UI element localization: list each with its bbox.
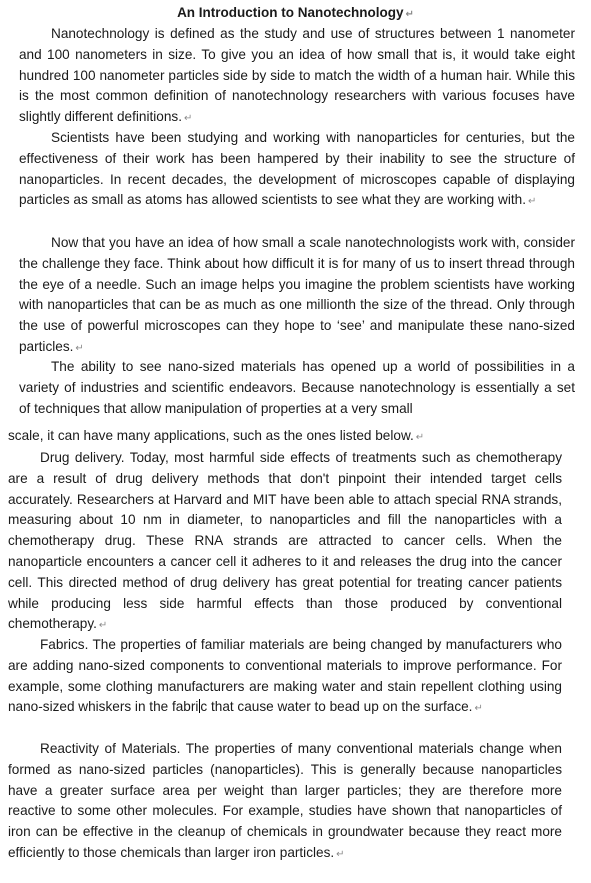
- paragraph-possibilities[interactable]: [19, 357, 575, 419]
- paragraph-text: Nanotechnology is defined as the study and use of structures between 1 nanometer and 100 nanometers in size. To give you an idea of how small that is, it would take eight hundred 100 nanometer particles side by side to match the width of a human hair. While this is the most common definition of nanotechnology researchers with various focuses have slightly different definitions.: [19, 26, 575, 125]
- paragraph-possibilities-continued[interactable]: [8, 426, 562, 449]
- paragraph-mark-icon: ↵: [336, 848, 345, 860]
- paragraph-mark-icon: ↵: [415, 432, 425, 443]
- paragraph-mark-icon: ↵: [183, 113, 193, 125]
- paragraph-fabrics[interactable]: [8, 635, 562, 720]
- paragraph-history[interactable]: [19, 128, 575, 213]
- paragraph-mark-icon: ↵: [75, 342, 84, 354]
- paragraph-text-continued: c that cause water to bead up on the surface.: [200, 699, 473, 715]
- paragraph-reactivity[interactable]: [8, 739, 562, 866]
- paragraph-definition[interactable]: [19, 24, 575, 130]
- document-title: [0, 4, 591, 24]
- paragraph-text: Reactivity of Materials. The properties of many conventional materials change when formed as nano-sized particles (nanoparticles). This is generally because nanoparticles have a greater surface area per weight than larger particles; they are therefore more reactive to some other molecules. For example, studies have shown that nanoparticles of iron can be effective in the cleanup of chemicals in groundwater because they react more efficiently to those chemicals than larger iron particles.: [8, 741, 562, 860]
- paragraph-drug-delivery[interactable]: [8, 448, 562, 637]
- title-text: An Introduction to Nanotechnology: [177, 5, 404, 20]
- paragraph-text: Fabrics. The properties of familiar materials are being changed by manufacturers who are adding nano-sized components to conventional materials to improve performance. For example, some clothing manufacturers are making water and stain repellent clothing using nano-sized whiskers in the fabri: [8, 637, 562, 715]
- paragraph-text: Now that you have an idea of how small a scale nanotechnologists work with, consider the challenge they face. Think about how difficult it is for many of us to insert thread through the eye of a needle. Such an image helps you imagine the problem scientists have working with nanoparticles that can be as much as one millionth the size of the thread. Only through the use of powerful microscopes can they hope to ‘see’ and manipulate these nano-sized particles.: [19, 235, 575, 354]
- paragraph-mark-icon: ↵: [474, 703, 483, 715]
- paragraph-text: Scientists have been studying and working with nanoparticles for centuries, but the effectiveness of their work has been hampered by their inability to see the structure of nanoparticles. In recent decades, the development of microscopes capable of displaying particles as small as atoms has allowed scientists to see what they are working with.: [19, 130, 575, 208]
- paragraph-mark-icon: ↵: [405, 9, 414, 20]
- paragraph-text: Drug delivery. Today, most harmful side effects of treatments such as chemotherapy are a result of drug delivery methods that don't pinpoint their intended target cells accurately. Researchers at Harvard and MIT have been able to attach special RNA strands, measuring about 10 nm in diameter, to nanoparticles and fill the nanoparticles with a chemotherapy drug. These RNA strands are attracted to cancer cells. When the nanoparticle encounters a cancer cell it adheres to it and releases the drug into the cancer cell. This directed method of drug delivery has great potential for treating cancer patients while producing less side harmful effects than those produced by conventional chemotherapy.: [8, 450, 562, 632]
- paragraph-challenge[interactable]: [19, 233, 575, 360]
- paragraph-mark-icon: ↵: [98, 620, 108, 632]
- paragraph-text: scale, it can have many applications, such as the ones listed below.: [8, 428, 414, 443]
- paragraph-mark-icon: ↵: [527, 196, 537, 208]
- paragraph-text: The ability to see nano-sized materials has opened up a world of possibilities in a variety of industries and scientific endeavors. Because nanotechnology is essentially a set of techniques that allow manipulation of properties at a very small: [19, 359, 575, 416]
